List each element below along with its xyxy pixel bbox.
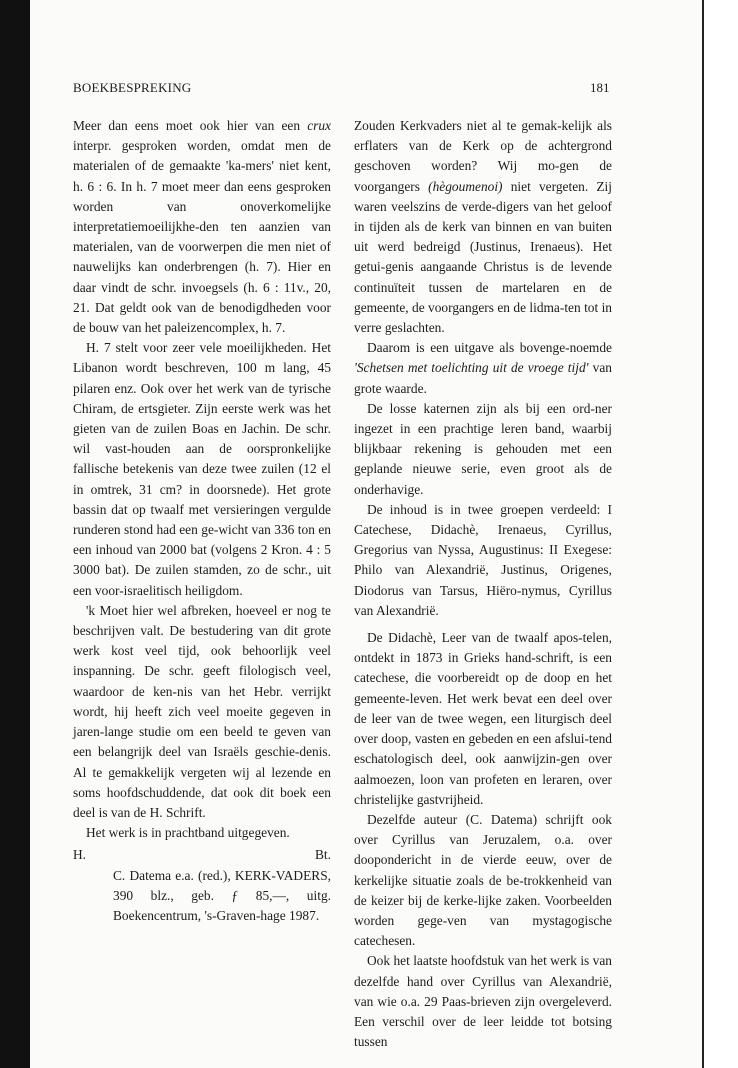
reviewer-signature xyxy=(73,845,331,865)
paragraph: 'k Moet hier wel afbreken, hoeveel er nog te beschrijven valt. De bestudering van dit grote werk kost veel tijd, ook behoorlijk veel inspanning. De schr. geeft filologisch veel, waardoor de ken-nis van het Hebr. verrijkt wordt, hij heeft zich veel moeite gegeven in jaren-lange studie om een beeld te geven van een belangrijk deel van Israëls geschie-denis. Al te gemakkelijk vergeten wij al lezende en soms hoofdschuddende, dat ook dit boek een deel is van de H. Schrift. xyxy=(73,602,331,820)
paragraph: De Didachè, Leer van de twaalf apos-telen, ontdekt in 1873 in Grieks hand-schrift, is een catechese, die voorbereidt op de doop en het gemeente-leven. Het werk bevat een deel over de leer van de twee wegen, een liturgisch deel over doop, vasten en gebeden en een afslui-tend eschatologisch deel, ook aanwijzin-gen over aalmoezen, loon van profeten en leraren, over christelijke gastvrijheid. xyxy=(354,630,612,807)
scan-left-edge xyxy=(0,0,30,1068)
book-reference: C. Datema e.a. (red.), KERK-VADERS, 390 blz., geb. ƒ 85,—, uitg. Boekencentrum, 's-Graven-hage 1987. xyxy=(113,867,331,923)
paragraph: Ook het laatste hoofdstuk van het werk is van dezelfde hand over Cyrillus van Alexandrië, van wie o.a. 29 Paas-brieven zijn overgeleverd. Een verschil over de leer leidde tot botsing tussen xyxy=(354,953,612,1050)
paragraph: Dezelfde auteur (C. Datema) schrijft ook over Cyrillus van Jeruzalem, o.a. over doopondericht in de vierde eeuw, over de kerkelijke situatie zoals de be-trokkenheid van de keizer bij de kerke-lijke zaken. Voorbeelden worden gege-ven van mystagogische catechesen. xyxy=(354,811,612,949)
paragraph: Daarom is een uitgave als bovenge-noemde 'Schetsen met toelichting uit de vroege tijd' van grote waarde. xyxy=(354,340,612,396)
right-column xyxy=(354,116,612,1052)
book-page xyxy=(30,0,702,1068)
left-column xyxy=(73,116,331,926)
signature-initials: Bt. xyxy=(315,847,331,863)
page-number: 181 xyxy=(590,80,610,95)
paragraph: De inhoud is in twee groepen verdeeld: I Catechese, Didachè, Irenaeus, Cyrillus, Gregorius van Nyssa, Augustinus: II Exegese: Philo van Alexandrië, Justinus, Origenes, Diodorus van Tarsus, Hiëro-nymus, Cyrillus van Alexandrië. xyxy=(354,501,612,618)
paragraph: Het werk is in prachtband uitgegeven. xyxy=(86,825,290,841)
paragraph: H. 7 stelt voor zeer vele moeilijkheden. Het Libanon wordt beschreven, 100 m lang, 45 pilaren enz. Ook over het werk van de tyrische Chiram, de ertsgieter. Zijn eerste werk was het gieten van de zuilen Boas en Jachin. De schr. wil vast-houden aan de oorspronkelijke fallische betekenis van deze twee zuilen (12 el in omtrek, 31 cm? in doorsnede). Het grote bassin dat op twaalf met versieringen vergulde runderen stond had een ge-wicht van 336 ton en een inhoud van 2000 bat (volgens 2 Kron. 4 : 5 3000 bat). De zuilen stamden, zo de schr., uit een voor-israelitisch heiligdom. xyxy=(73,340,331,598)
signature-initial: H. xyxy=(73,847,87,863)
paragraph: De losse katernen zijn als bij een ord-ner ingezet in een prachtige leren band, waarbij blijkbaar rekening is gehouden met een geplande nieuwe serie, even groot als de onderhavige. xyxy=(354,400,612,497)
scan-right-edge xyxy=(702,0,738,1068)
running-title: BOEKBESPREKING xyxy=(73,80,192,95)
paragraph: Meer dan eens moet ook hier van een crux interpr. gesproken worden, omdat men de materialen of de gemaakte 'ka-mers' niet kent, h. 6 : 6. In h. 7 moet meer dan eens gesproken worden van onoverkomelijke interpretatiemoeilijkhe-den ten aanzien van materialen, van de voorwerpen die men niet of nauwelijks kan onderbrengen (h. 7). Hier en daar vindt de schr. invoegsels (h. 6 : 11v., 20, 21. Dat geldt ook van de benodigdheden voor de bouw van het paleizencomplex, h. 7. xyxy=(73,118,331,336)
paragraph: Zouden Kerkvaders niet al te gemak-kelijk als erflaters van de Kerk op de achtergrond geschoven worden? Wij mo-gen de voorgangers (hègoumenoi) niet vergeten. Zij waren veelszins de verde-digers van het geloof in tijden als de kerk van binnen en van buiten uit werd bedreigd (Justinus, Irenaeus). Het getui-genis aangaande Christus is de levende continuïteit tussen de martelaren en de gemeente, de voorgangers en de lidma-ten tot in verre geslachten. xyxy=(354,118,612,336)
